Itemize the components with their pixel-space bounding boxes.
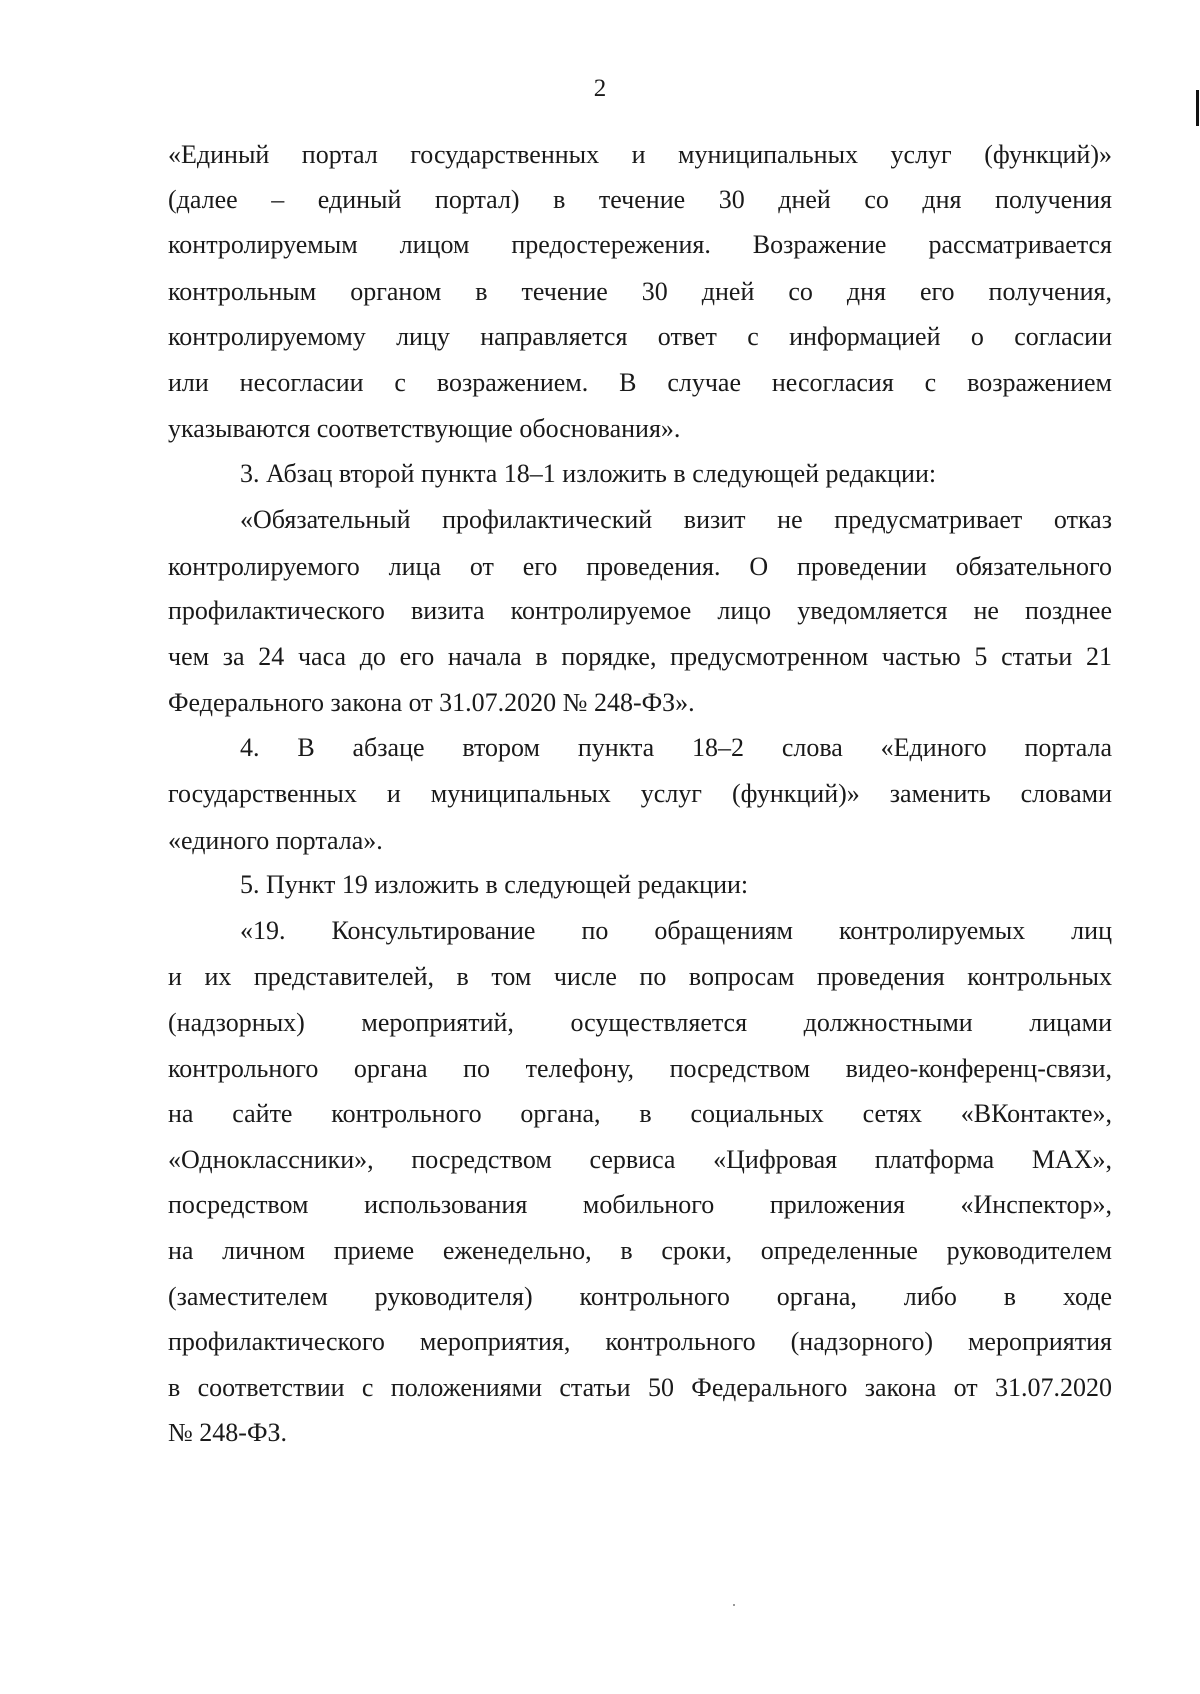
text-line: контролируемого лица от его проведения. О проведении обязательного [168,552,1112,581]
text-line: «19. Консультирование по обращениям контролируемых лиц [240,916,1112,945]
text-line: или несогласии с возражением. В случае несогласия с возражением [168,368,1112,397]
text-line: чем за 24 часа до его начала в порядке, предусмотренном частью 5 статьи 21 [168,642,1112,671]
text-line: (далее – единый портал) в течение 30 дней со дня получения [168,185,1112,214]
scan-speck [733,1604,735,1606]
text-line: (надзорных) мероприятий, осуществляется должностными лицами [168,1008,1112,1037]
text-line: Федерального закона от 31.07.2020 № 248-ФЗ». [168,688,695,717]
text-line: государственных и муниципальных услуг (функций)» заменить словами [168,779,1112,808]
page-number: 2 [593,75,607,102]
text-line: № 248-ФЗ. [168,1418,288,1447]
scan-edge-mark [1196,90,1199,126]
text-line: контролируемому лицу направляется ответ с информацией о согласии [168,322,1112,351]
text-line: посредством использования мобильного приложения «Инспектор», [168,1190,1112,1219]
paragraph-heading: 4. В абзаце втором пункта 18–2 слова «Единого портала [240,733,1112,762]
text-line: «Единый портал государственных и муниципальных услуг (функций)» [168,140,1112,169]
text-line: контролируемым лицом предостережения. Возражение рассматривается [168,230,1112,259]
paragraph-heading: 5. Пункт 19 изложить в следующей редакции: [240,870,749,899]
text-line: «единого портала». [168,826,383,855]
text-line: контрольным органом в течение 30 дней со дня его получения, [168,277,1112,306]
text-line: на личном приеме еженедельно, в сроки, определенные руководителем [168,1236,1112,1265]
text-line: и их представителей, в том числе по вопросам проведения контрольных [168,962,1112,991]
text-line: указываются соответствующие обоснования». [168,414,681,443]
paragraph-heading: 3. Абзац второй пункта 18–1 изложить в следующей редакции: [240,459,937,488]
text-line: «Обязательный профилактический визит не предусматривает отказ [240,505,1112,534]
text-line: контрольного органа по телефону, посредством видео-конференц-связи, [168,1054,1112,1083]
text-line: профилактического мероприятия, контрольного (надзорного) мероприятия [168,1327,1112,1356]
text-line: на сайте контрольного органа, в социальных сетях «ВКонтакте», [168,1099,1112,1128]
text-line: (заместителем руководителя) контрольного органа, либо в ходе [168,1282,1112,1311]
text-line: «Одноклассники», посредством сервиса «Цифровая платформа MAX», [168,1145,1112,1174]
text-line: в соответствии с положениями статьи 50 Федерального закона от 31.07.2020 [168,1373,1112,1402]
text-line: профилактического визита контролируемое лицо уведомляется не позднее [168,596,1112,625]
